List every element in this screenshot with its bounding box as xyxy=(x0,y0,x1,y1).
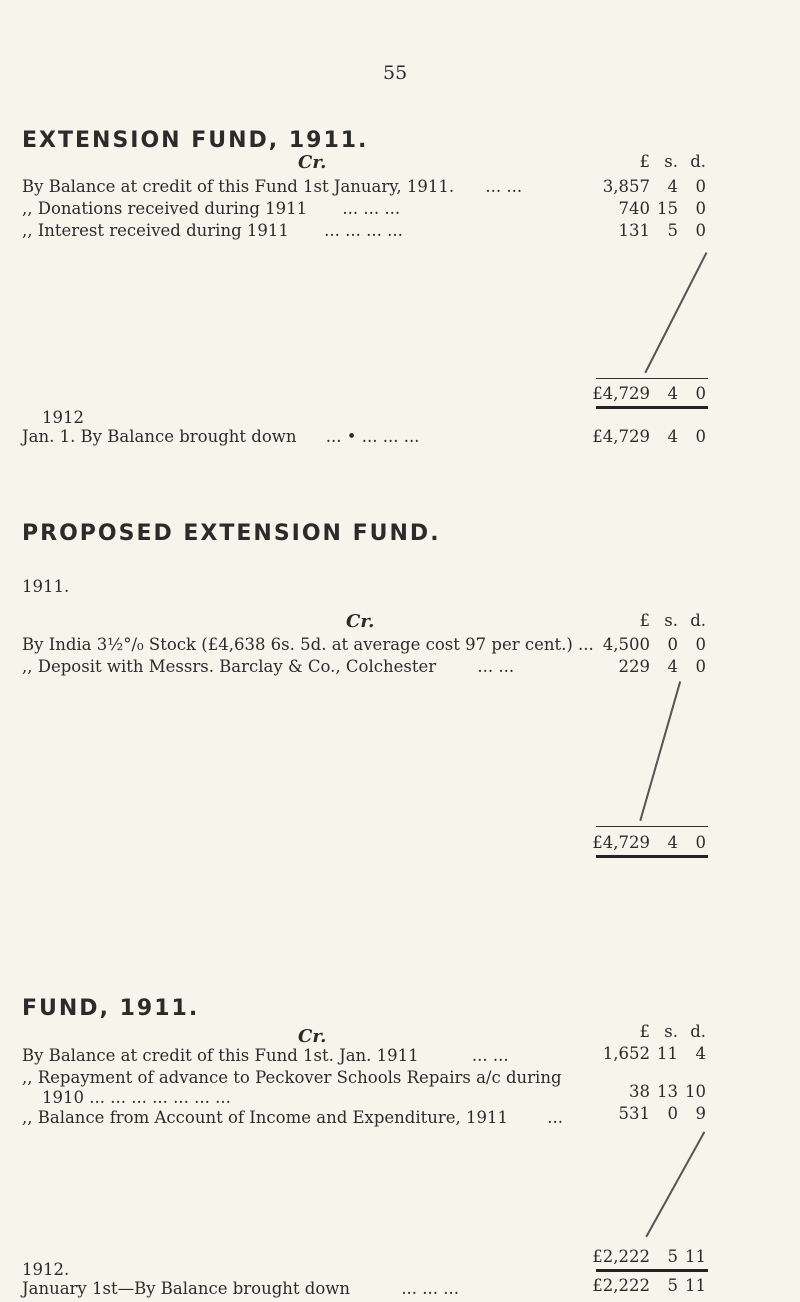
fund-carry: £2,222 5 11 xyxy=(592,1276,706,1295)
pounds-header: £ xyxy=(639,1022,650,1041)
extension-fund-row-1: By Balance at credit of this Fund 1st January, 1911. ... ... xyxy=(22,177,523,196)
extension-fund-heading: EXTENSION FUND, 1911. xyxy=(22,128,369,153)
proposed-fund-row-2: ,, Deposit with Messrs. Barclay & Co., Colchester ... ... xyxy=(22,657,515,676)
shillings-header: s. xyxy=(664,152,678,171)
fund-row-1: By Balance at credit of this Fund 1st. Jan. 1911 ... ... xyxy=(22,1046,509,1065)
extension-fund-cr: Cr. xyxy=(298,152,327,173)
proposed-fund-year: 1911. xyxy=(22,577,70,596)
fund-heading: FUND, 1911. xyxy=(22,996,200,1021)
proposed-fund-row-1-amount: 4,500 0 0 xyxy=(602,635,706,654)
pence-header: d. xyxy=(690,152,706,171)
extension-fund-row-3: ,, Interest received during 1911 ... ... ... ... xyxy=(22,221,403,240)
extension-fund-cancel-stroke xyxy=(644,252,707,373)
fund-cr: Cr. xyxy=(298,1026,327,1047)
extension-fund-total-rule xyxy=(596,378,708,379)
proposed-fund-row-2-amount: 229 4 0 xyxy=(618,657,706,676)
extension-fund-row-2-amount: 740 15 0 xyxy=(618,199,706,218)
proposed-fund-row-1: By India 3½°/₀ Stock (£4,638 6s. 5d. at average cost 97 per cent.) ... xyxy=(22,635,594,654)
fund-row-2-continued: 1910 ... ... ... ... ... ... ... xyxy=(42,1088,231,1107)
extension-fund-carry: £4,729 4 0 xyxy=(592,427,706,446)
extension-fund-row-3-amount: 131 5 0 xyxy=(618,221,706,240)
proposed-fund-total-rule xyxy=(596,826,708,827)
fund-cancel-stroke xyxy=(645,1131,704,1237)
proposed-fund-heading: PROPOSED EXTENSION FUND. xyxy=(22,521,441,546)
fund-row-3-amount: 531 0 9 xyxy=(618,1104,706,1123)
fund-total: £2,222 5 11 xyxy=(592,1247,706,1266)
extension-fund-double-rule xyxy=(596,406,708,409)
proposed-fund-double-rule xyxy=(596,855,708,858)
fund-row-2: ,, Repayment of advance to Peckover Schools Repairs a/c during xyxy=(22,1068,562,1087)
shillings-header: s. xyxy=(664,611,678,630)
pence-header: d. xyxy=(690,1022,706,1041)
extension-fund-row-2: ,, Donations received during 1911 ... ... ... xyxy=(22,199,401,218)
page-number: 55 xyxy=(383,62,408,84)
fund-row-3: ,, Balance from Account of Income and Expenditure, 1911 ... xyxy=(22,1108,564,1127)
fund-row-1-amount: 1,652 11 4 xyxy=(602,1044,706,1063)
extension-fund-total: £4,729 4 0 xyxy=(592,384,706,403)
extension-fund-carry-line: Jan. 1. By Balance brought down ... • ... ... ... xyxy=(22,427,420,446)
extension-fund-year: 1912 xyxy=(42,408,84,427)
pounds-header: £ xyxy=(639,152,650,171)
proposed-fund-col-headers xyxy=(590,611,706,630)
pence-header: d. xyxy=(690,611,706,630)
proposed-fund-cr: Cr. xyxy=(346,611,375,632)
proposed-fund-total: £4,729 4 0 xyxy=(592,833,706,852)
extension-fund-row-1-amount: 3,857 4 0 xyxy=(602,177,706,196)
shillings-header: s. xyxy=(664,1022,678,1041)
proposed-fund-cancel-stroke xyxy=(639,681,680,821)
fund-carry-line: January 1st—By Balance brought down ... ... ... xyxy=(22,1279,460,1298)
fund-col-headers xyxy=(590,1022,706,1041)
fund-row-2-amount: 38 13 10 xyxy=(629,1082,706,1101)
extension-fund-col-headers xyxy=(590,152,706,171)
pounds-header: £ xyxy=(639,611,650,630)
fund-year: 1912. xyxy=(22,1260,70,1279)
fund-double-rule xyxy=(596,1269,708,1272)
